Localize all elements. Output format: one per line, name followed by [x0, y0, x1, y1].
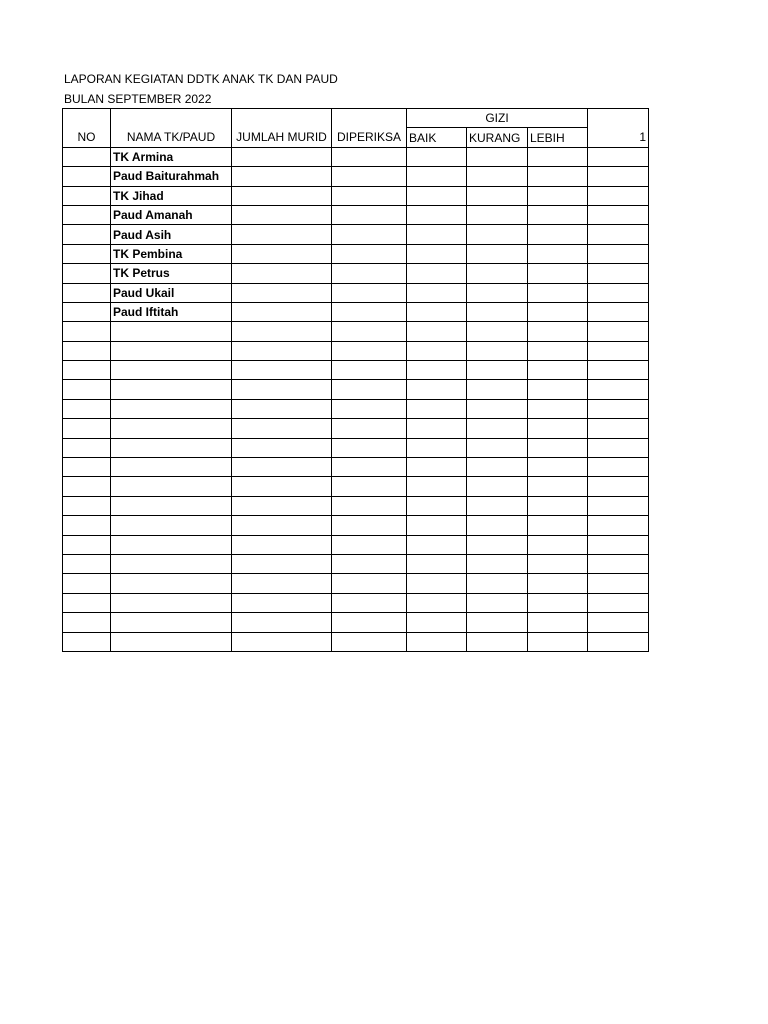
baik-cell[interactable] — [407, 186, 467, 205]
no-cell[interactable] — [63, 283, 111, 302]
name-cell[interactable]: TK Petrus — [111, 264, 232, 283]
column-header-row — [63, 128, 649, 147]
extra-cell[interactable] — [588, 477, 649, 496]
no-cell[interactable] — [63, 438, 111, 457]
name-cell[interactable] — [111, 380, 232, 399]
no-cell[interactable] — [63, 516, 111, 535]
jumlah-cell[interactable] — [232, 283, 332, 302]
baik-cell[interactable] — [407, 496, 467, 515]
diperiksa-cell[interactable] — [332, 147, 407, 166]
kurang-cell[interactable] — [467, 632, 528, 651]
extra-cell[interactable] — [588, 167, 649, 186]
baik-cell[interactable] — [407, 593, 467, 612]
name-cell[interactable] — [111, 399, 232, 418]
no-cell[interactable] — [63, 477, 111, 496]
name-cell[interactable] — [111, 322, 232, 341]
cell[interactable] — [588, 109, 649, 128]
baik-cell[interactable] — [407, 225, 467, 244]
extra-cell[interactable] — [588, 225, 649, 244]
table-row — [63, 186, 649, 205]
extra-cell[interactable] — [588, 496, 649, 515]
name-cell[interactable]: TK Jihad — [111, 186, 232, 205]
name-cell[interactable] — [111, 574, 232, 593]
jumlah-cell[interactable] — [232, 593, 332, 612]
diperiksa-cell[interactable] — [332, 574, 407, 593]
kurang-cell[interactable] — [467, 264, 528, 283]
lebih-cell[interactable] — [528, 632, 588, 651]
kurang-cell[interactable] — [467, 574, 528, 593]
table-row — [63, 283, 649, 302]
table-row — [63, 322, 649, 341]
no-cell[interactable] — [63, 225, 111, 244]
table-row — [63, 341, 649, 360]
extra-cell[interactable] — [588, 341, 649, 360]
lebih-cell[interactable] — [528, 496, 588, 515]
extra-cell[interactable] — [588, 554, 649, 573]
jumlah-cell[interactable] — [232, 186, 332, 205]
table-row — [63, 419, 649, 438]
kurang-cell[interactable] — [467, 244, 528, 263]
baik-cell[interactable] — [407, 147, 467, 166]
baik-cell[interactable] — [407, 458, 467, 477]
no-cell[interactable] — [63, 380, 111, 399]
table-row — [63, 496, 649, 515]
diperiksa-cell[interactable] — [332, 613, 407, 632]
jumlah-cell[interactable] — [232, 438, 332, 457]
table-row — [63, 361, 649, 380]
diperiksa-cell[interactable] — [332, 302, 407, 321]
lebih-cell[interactable] — [528, 554, 588, 573]
no-cell[interactable] — [63, 205, 111, 224]
name-cell[interactable] — [111, 535, 232, 554]
no-cell[interactable] — [63, 535, 111, 554]
table-row — [63, 167, 649, 186]
extra-cell[interactable] — [588, 535, 649, 554]
lebih-cell[interactable] — [528, 167, 588, 186]
kurang-cell[interactable] — [467, 477, 528, 496]
jumlah-cell[interactable] — [232, 535, 332, 554]
no-cell[interactable] — [63, 574, 111, 593]
name-cell[interactable] — [111, 613, 232, 632]
kurang-cell[interactable] — [467, 225, 528, 244]
extra-cell[interactable] — [588, 205, 649, 224]
lebih-cell[interactable] — [528, 399, 588, 418]
extra-cell[interactable] — [588, 361, 649, 380]
jumlah-cell[interactable] — [232, 574, 332, 593]
lebih-cell[interactable] — [528, 186, 588, 205]
header-kurang[interactable]: KURANG — [467, 128, 528, 147]
kurang-cell[interactable] — [467, 399, 528, 418]
jumlah-cell[interactable] — [232, 613, 332, 632]
name-cell[interactable]: Paud Baiturahmah — [111, 167, 232, 186]
name-cell[interactable] — [111, 632, 232, 651]
table-row — [63, 225, 649, 244]
table-row — [63, 516, 649, 535]
jumlah-cell[interactable] — [232, 244, 332, 263]
name-cell[interactable] — [111, 516, 232, 535]
lebih-cell[interactable] — [528, 225, 588, 244]
kurang-cell[interactable] — [467, 322, 528, 341]
lebih-cell[interactable] — [528, 593, 588, 612]
diperiksa-cell[interactable] — [332, 225, 407, 244]
lebih-cell[interactable] — [528, 458, 588, 477]
diperiksa-cell[interactable] — [332, 632, 407, 651]
diperiksa-cell[interactable] — [332, 380, 407, 399]
table-row — [63, 613, 649, 632]
jumlah-cell[interactable] — [232, 302, 332, 321]
no-cell[interactable] — [63, 496, 111, 515]
jumlah-cell[interactable] — [232, 225, 332, 244]
table-row — [63, 438, 649, 457]
name-cell[interactable] — [111, 496, 232, 515]
header-extra[interactable]: 1 — [588, 128, 649, 147]
table-row — [63, 244, 649, 263]
lebih-cell[interactable] — [528, 264, 588, 283]
cell[interactable] — [63, 109, 111, 128]
baik-cell[interactable] — [407, 322, 467, 341]
diperiksa-cell[interactable] — [332, 167, 407, 186]
name-cell[interactable] — [111, 341, 232, 360]
name-cell[interactable] — [111, 458, 232, 477]
baik-cell[interactable] — [407, 535, 467, 554]
baik-cell[interactable] — [407, 613, 467, 632]
report-period: BULAN SEPTEMBER 2022 — [64, 92, 212, 106]
table-row — [63, 477, 649, 496]
diperiksa-cell[interactable] — [332, 361, 407, 380]
extra-cell[interactable] — [588, 516, 649, 535]
diperiksa-cell[interactable] — [332, 438, 407, 457]
diperiksa-cell[interactable] — [332, 341, 407, 360]
kurang-cell[interactable] — [467, 458, 528, 477]
header-baik[interactable]: BAIK — [407, 128, 467, 147]
report-table — [62, 108, 649, 652]
kurang-cell[interactable] — [467, 516, 528, 535]
no-cell[interactable] — [63, 632, 111, 651]
no-cell[interactable] — [63, 419, 111, 438]
name-cell[interactable]: Paud Asih — [111, 225, 232, 244]
table-row — [63, 399, 649, 418]
baik-cell[interactable] — [407, 516, 467, 535]
kurang-cell[interactable] — [467, 613, 528, 632]
jumlah-cell[interactable] — [232, 399, 332, 418]
kurang-cell[interactable] — [467, 554, 528, 573]
kurang-cell[interactable] — [467, 167, 528, 186]
baik-cell[interactable] — [407, 167, 467, 186]
jumlah-cell[interactable] — [232, 264, 332, 283]
kurang-cell[interactable] — [467, 593, 528, 612]
diperiksa-cell[interactable] — [332, 322, 407, 341]
table-row — [63, 302, 649, 321]
group-header-row — [63, 109, 649, 128]
lebih-cell[interactable] — [528, 302, 588, 321]
diperiksa-cell[interactable] — [332, 264, 407, 283]
table-row — [63, 593, 649, 612]
gizi-group-header[interactable]: GIZI — [407, 109, 588, 128]
diperiksa-cell[interactable] — [332, 186, 407, 205]
no-cell[interactable] — [63, 302, 111, 321]
baik-cell[interactable] — [407, 264, 467, 283]
name-cell[interactable]: Paud Iftitah — [111, 302, 232, 321]
baik-cell[interactable] — [407, 283, 467, 302]
kurang-cell[interactable] — [467, 205, 528, 224]
extra-cell[interactable] — [588, 399, 649, 418]
report-title: LAPORAN KEGIATAN DDTK ANAK TK DAN PAUD — [64, 72, 338, 86]
diperiksa-cell[interactable] — [332, 496, 407, 515]
diperiksa-cell[interactable] — [332, 477, 407, 496]
diperiksa-cell[interactable] — [332, 419, 407, 438]
no-cell[interactable] — [63, 341, 111, 360]
lebih-cell[interactable] — [528, 438, 588, 457]
header-diperiksa[interactable]: DIPERIKSA — [332, 128, 407, 147]
diperiksa-cell[interactable] — [332, 554, 407, 573]
baik-cell[interactable] — [407, 341, 467, 360]
kurang-cell[interactable] — [467, 380, 528, 399]
diperiksa-cell[interactable] — [332, 458, 407, 477]
diperiksa-cell[interactable] — [332, 244, 407, 263]
extra-cell[interactable] — [588, 593, 649, 612]
jumlah-cell[interactable] — [232, 361, 332, 380]
no-cell[interactable] — [63, 554, 111, 573]
lebih-cell[interactable] — [528, 283, 588, 302]
no-cell[interactable] — [63, 613, 111, 632]
extra-cell[interactable] — [588, 186, 649, 205]
kurang-cell[interactable] — [467, 147, 528, 166]
extra-cell[interactable] — [588, 283, 649, 302]
table-row — [63, 380, 649, 399]
cell[interactable] — [332, 109, 407, 128]
jumlah-cell[interactable] — [232, 341, 332, 360]
diperiksa-cell[interactable] — [332, 516, 407, 535]
extra-cell[interactable] — [588, 322, 649, 341]
lebih-cell[interactable] — [528, 613, 588, 632]
baik-cell[interactable] — [407, 205, 467, 224]
baik-cell[interactable] — [407, 477, 467, 496]
table-row — [63, 147, 649, 166]
jumlah-cell[interactable] — [232, 167, 332, 186]
table-row — [63, 264, 649, 283]
baik-cell[interactable] — [407, 419, 467, 438]
name-cell[interactable]: TK Pembina — [111, 244, 232, 263]
jumlah-cell[interactable] — [232, 205, 332, 224]
extra-cell[interactable] — [588, 302, 649, 321]
lebih-cell[interactable] — [528, 244, 588, 263]
lebih-cell[interactable] — [528, 535, 588, 554]
extra-cell[interactable] — [588, 613, 649, 632]
cell[interactable] — [232, 109, 332, 128]
extra-cell[interactable] — [588, 574, 649, 593]
extra-cell[interactable] — [588, 244, 649, 263]
extra-cell[interactable] — [588, 438, 649, 457]
extra-cell[interactable] — [588, 458, 649, 477]
diperiksa-cell[interactable] — [332, 399, 407, 418]
baik-cell[interactable] — [407, 302, 467, 321]
baik-cell[interactable] — [407, 244, 467, 263]
extra-cell[interactable] — [588, 419, 649, 438]
name-cell[interactable]: TK Armina — [111, 147, 232, 166]
jumlah-cell[interactable] — [232, 516, 332, 535]
table-row — [63, 632, 649, 651]
lebih-cell[interactable] — [528, 574, 588, 593]
no-cell[interactable] — [63, 593, 111, 612]
table-row — [63, 574, 649, 593]
cell[interactable] — [111, 109, 232, 128]
name-cell[interactable] — [111, 419, 232, 438]
baik-cell[interactable] — [407, 632, 467, 651]
baik-cell[interactable] — [407, 399, 467, 418]
diperiksa-cell[interactable] — [332, 283, 407, 302]
baik-cell[interactable] — [407, 361, 467, 380]
kurang-cell[interactable] — [467, 341, 528, 360]
no-cell[interactable] — [63, 186, 111, 205]
diperiksa-cell[interactable] — [332, 535, 407, 554]
no-cell[interactable] — [63, 244, 111, 263]
baik-cell[interactable] — [407, 554, 467, 573]
lebih-cell[interactable] — [528, 419, 588, 438]
extra-cell[interactable] — [588, 380, 649, 399]
no-cell[interactable] — [63, 147, 111, 166]
header-no[interactable]: NO — [63, 128, 111, 147]
diperiksa-cell[interactable] — [332, 205, 407, 224]
header-lebih[interactable]: LEBIH — [528, 128, 588, 147]
lebih-cell[interactable] — [528, 322, 588, 341]
kurang-cell[interactable] — [467, 283, 528, 302]
no-cell[interactable] — [63, 264, 111, 283]
header-name[interactable]: NAMA TK/PAUD — [111, 128, 232, 147]
baik-cell[interactable] — [407, 438, 467, 457]
lebih-cell[interactable] — [528, 516, 588, 535]
table-row — [63, 458, 649, 477]
no-cell[interactable] — [63, 399, 111, 418]
kurang-cell[interactable] — [467, 496, 528, 515]
lebih-cell[interactable] — [528, 477, 588, 496]
jumlah-cell[interactable] — [232, 632, 332, 651]
lebih-cell[interactable] — [528, 380, 588, 399]
jumlah-cell[interactable] — [232, 147, 332, 166]
diperiksa-cell[interactable] — [332, 593, 407, 612]
name-cell[interactable] — [111, 593, 232, 612]
table-row — [63, 205, 649, 224]
name-cell[interactable] — [111, 361, 232, 380]
kurang-cell[interactable] — [467, 186, 528, 205]
name-cell[interactable] — [111, 477, 232, 496]
no-cell[interactable] — [63, 361, 111, 380]
kurang-cell[interactable] — [467, 419, 528, 438]
jumlah-cell[interactable] — [232, 380, 332, 399]
baik-cell[interactable] — [407, 574, 467, 593]
kurang-cell[interactable] — [467, 438, 528, 457]
name-cell[interactable] — [111, 554, 232, 573]
jumlah-cell[interactable] — [232, 477, 332, 496]
baik-cell[interactable] — [407, 380, 467, 399]
name-cell[interactable]: Paud Amanah — [111, 205, 232, 224]
kurang-cell[interactable] — [467, 361, 528, 380]
jumlah-cell[interactable] — [232, 419, 332, 438]
lebih-cell[interactable] — [528, 361, 588, 380]
jumlah-cell[interactable] — [232, 496, 332, 515]
table-row — [63, 535, 649, 554]
extra-cell[interactable] — [588, 264, 649, 283]
table-row — [63, 554, 649, 573]
no-cell[interactable] — [63, 322, 111, 341]
jumlah-cell[interactable] — [232, 322, 332, 341]
extra-cell[interactable] — [588, 632, 649, 651]
extra-cell[interactable] — [588, 147, 649, 166]
name-cell[interactable] — [111, 438, 232, 457]
header-jumlah-murid[interactable]: JUMLAH MURID — [232, 128, 332, 147]
lebih-cell[interactable] — [528, 205, 588, 224]
lebih-cell[interactable] — [528, 147, 588, 166]
kurang-cell[interactable] — [467, 302, 528, 321]
no-cell[interactable] — [63, 167, 111, 186]
lebih-cell[interactable] — [528, 341, 588, 360]
jumlah-cell[interactable] — [232, 458, 332, 477]
jumlah-cell[interactable] — [232, 554, 332, 573]
no-cell[interactable] — [63, 458, 111, 477]
kurang-cell[interactable] — [467, 535, 528, 554]
name-cell[interactable]: Paud Ukail — [111, 283, 232, 302]
